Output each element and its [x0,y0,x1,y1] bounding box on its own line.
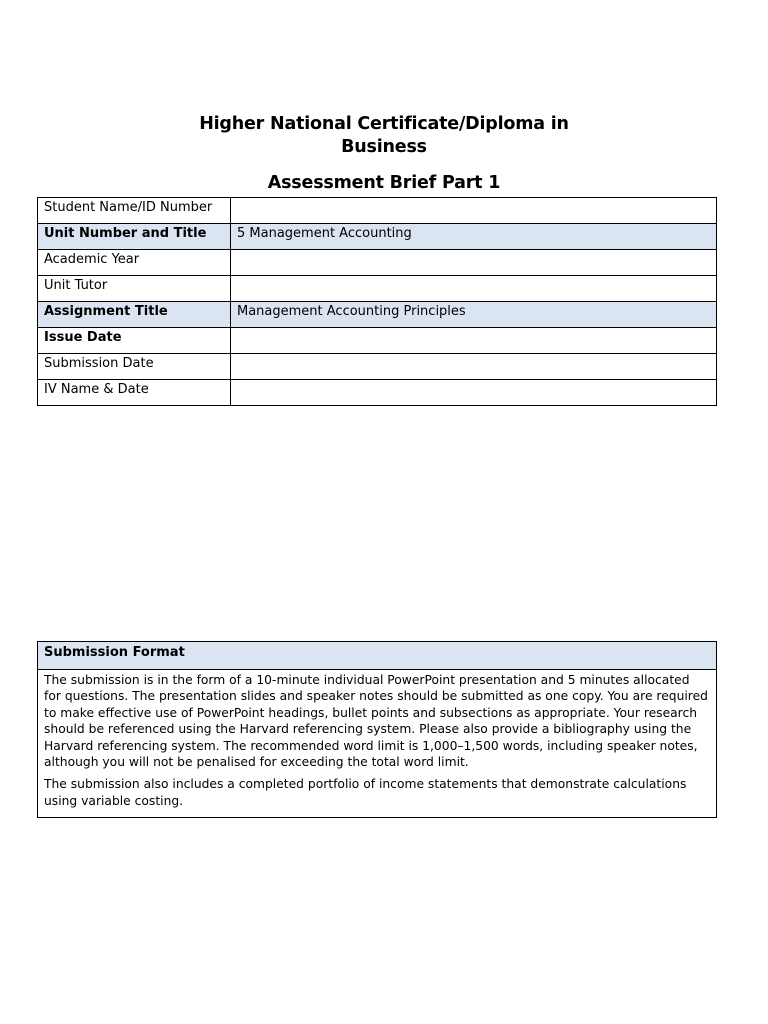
submission-format-box [37,641,717,818]
row-value-assignment-title: Management Accounting Principles [231,302,717,328]
row-label-issue-date: Issue Date [38,328,231,354]
table-row [38,276,717,302]
row-value-student-name [231,198,717,224]
row-label-student-name: Student Name/ID Number [38,198,231,224]
submission-format-heading: Submission Format [38,642,716,670]
submission-paragraph-1: The submission is in the form of a 10-minute individual PowerPoint presentation and 5 minutes allocated for questions. The presentation slides and speaker notes should be submitted as one copy. You are required to make effective use of PowerPoint headings, bullet points and subsections as appropriate. Your research should be referenced using the Harvard referencing system. Please also provide a bibliography using the Harvard referencing system. The recommended word limit is 1,000–1,500 words, including speaker notes, although you will not be penalised for exceeding the total word limit. [44,673,708,770]
row-value-academic-year [231,250,717,276]
row-label-academic-year: Academic Year [38,250,231,276]
row-label-submission-date: Submission Date [38,354,231,380]
table-row [38,198,717,224]
document-title-line-1: Higher National Certificate/Diploma in [199,114,569,134]
assessment-details-table [37,197,717,406]
row-value-unit: 5 Management Accounting [231,224,717,250]
document-title-line-2: Business [341,137,427,157]
row-label-assignment-title: Assignment Title [38,302,231,328]
table-row [38,224,717,250]
table-row [38,354,717,380]
row-label-unit: Unit Number and Title [38,224,231,250]
row-label-unit-tutor: Unit Tutor [38,276,231,302]
row-value-unit-tutor [231,276,717,302]
row-value-submission-date [231,354,717,380]
row-value-issue-date [231,328,717,354]
table-row [38,328,717,354]
table-row [38,250,717,276]
row-label-iv-name-date: IV Name & Date [38,380,231,406]
submission-format-body [38,670,716,817]
assessment-brief-title: Assessment Brief Part 1 [267,173,501,193]
row-value-iv-name-date [231,380,717,406]
submission-paragraph-2: The submission also includes a completed portfolio of income statements that demonstrate calculations using variable costing. [44,777,687,808]
table-row [38,302,717,328]
table-row [38,380,717,406]
